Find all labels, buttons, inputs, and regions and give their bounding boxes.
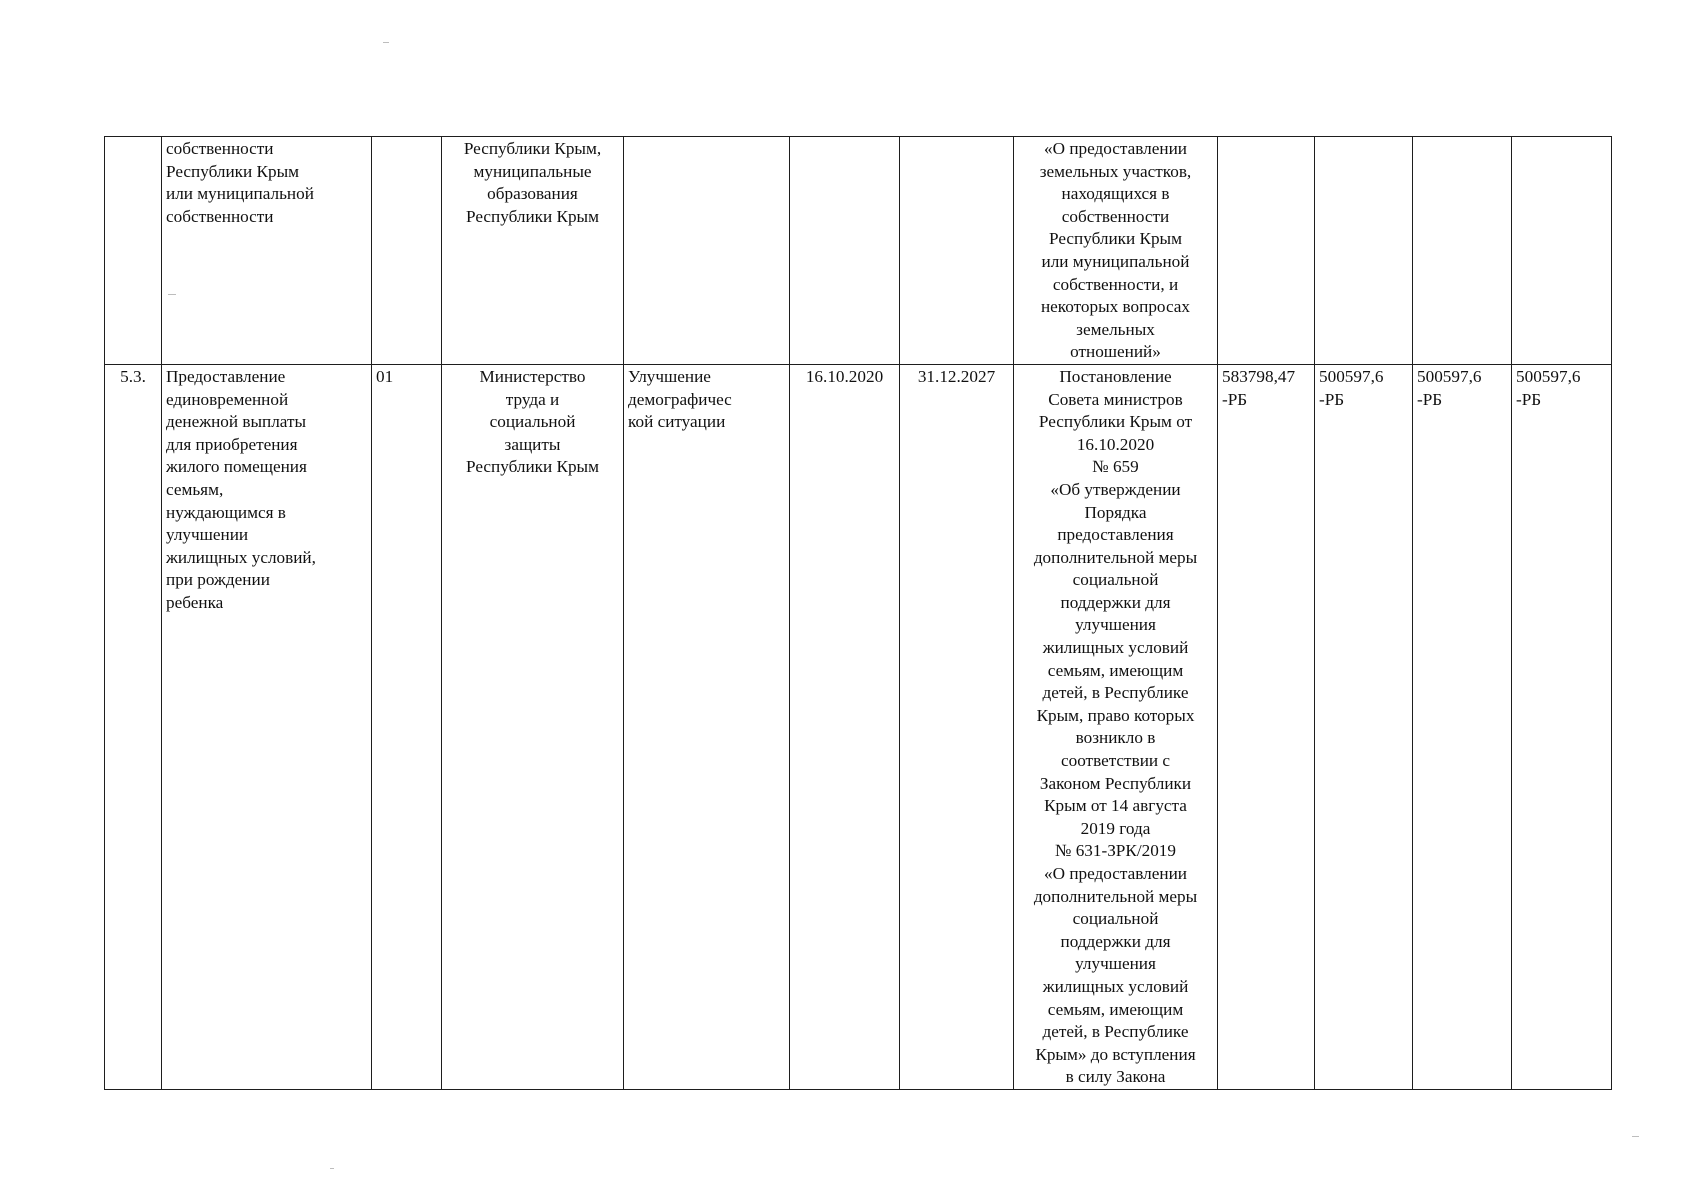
- cell-expected-result: Улучшение демографичес кой ситуации: [624, 364, 790, 1089]
- cell-funding-2: 500597,6 -РБ: [1315, 364, 1413, 1089]
- scan-speck: [1632, 1136, 1639, 1137]
- program-measures-table: [104, 136, 1612, 1090]
- cell-executor: Республики Крым, муниципальные образования Республики Крым: [442, 137, 624, 365]
- cell-funding-1: 583798,47 -РБ: [1218, 364, 1315, 1089]
- table-row: [105, 137, 1612, 365]
- cell-expected-result: [624, 137, 790, 365]
- cell-code: 01: [372, 364, 442, 1089]
- cell-funding-4: 500597,6 -РБ: [1512, 364, 1612, 1089]
- cell-date-end: 31.12.2027: [900, 364, 1014, 1089]
- cell-funding-1: [1218, 137, 1315, 365]
- cell-number: [105, 137, 162, 365]
- scan-speck: [383, 42, 389, 43]
- cell-number: 5.3.: [105, 364, 162, 1089]
- cell-date-start: 16.10.2020: [790, 364, 900, 1089]
- cell-funding-4: [1512, 137, 1612, 365]
- cell-date-end: [900, 137, 1014, 365]
- cell-measure-name: Предоставление единовременной денежной выплаты для приобретения жилого помещения семьям, нуждающимся в улучшении жилищных условий, при рождении ребенка: [162, 364, 372, 1089]
- cell-legal-basis: Постановление Совета министров Республики Крым от 16.10.2020 № 659 «Об утверждении Порядка предоставления дополнительной меры социальной поддержки для улучшения жилищных условий семьям, имеющим детей, в Республике Крым, право которых возникло в соответствии с Законом Республики Крым от 14 августа 2019 года № 631-ЗРК/2019 «О предоставлении дополнительной меры социальной поддержки для улучшения жилищных условий семьям, имеющим детей, в Республике Крым» до вступления в силу Закона: [1014, 364, 1218, 1089]
- cell-funding-2: [1315, 137, 1413, 365]
- cell-legal-basis: «О предоставлении земельных участков, находящихся в собственности Республики Крым или муниципальной собственности, и некоторых вопросах земельных отношений»: [1014, 137, 1218, 365]
- cell-funding-3: [1413, 137, 1512, 365]
- scan-speck: [330, 1168, 334, 1169]
- cell-funding-3: 500597,6 -РБ: [1413, 364, 1512, 1089]
- cell-measure-name: собственности Республики Крым или муниципальной собственности: [162, 137, 372, 365]
- table-row: [105, 364, 1612, 1089]
- cell-code: [372, 137, 442, 365]
- cell-date-start: [790, 137, 900, 365]
- cell-executor: Министерство труда и социальной защиты Республики Крым: [442, 364, 624, 1089]
